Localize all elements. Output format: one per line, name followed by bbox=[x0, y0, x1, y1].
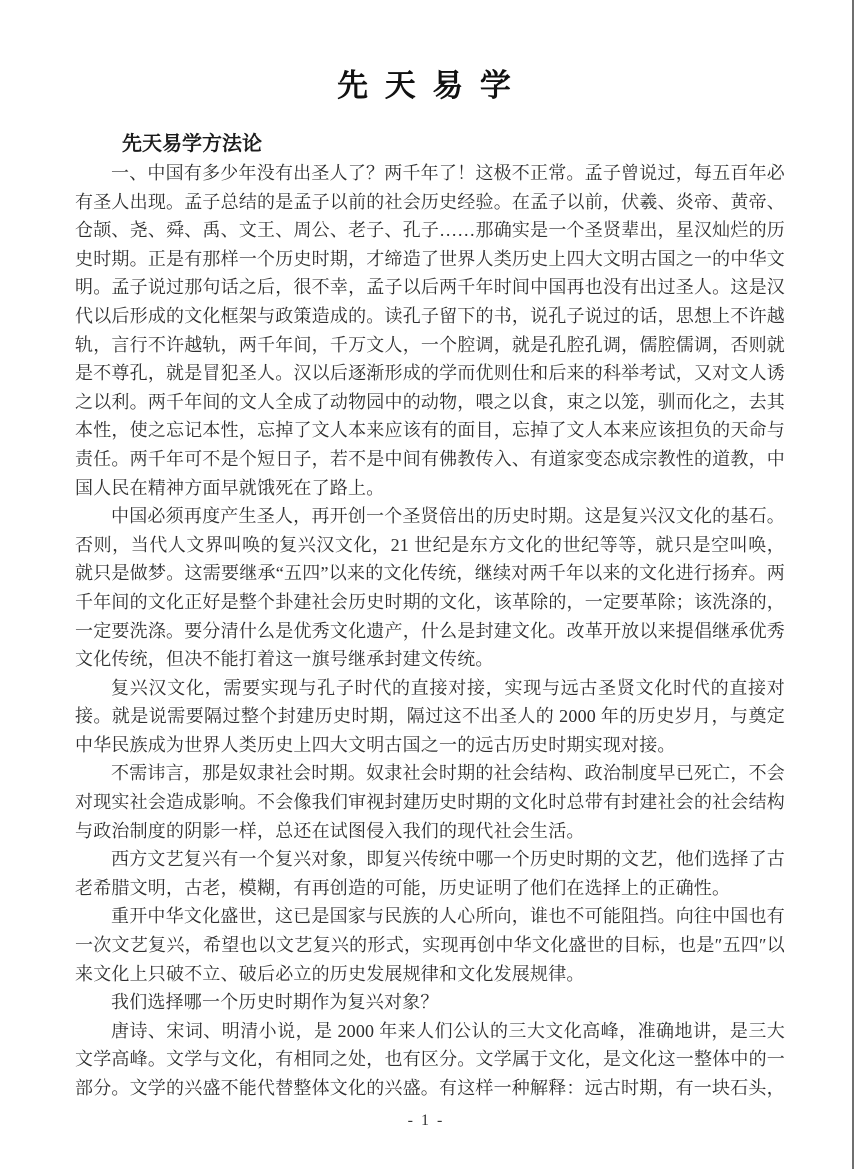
paragraph-8: 唐诗、宋词、明清小说，是 2000 年来人们公认的三大文化高峰，准确地讲，是三大文学高峰。文学与文化，有相同之处，也有区分。文学属于文化，是文化这一整体中的一部分。文学的兴盛不能代替整体文化的兴盛。有这样一种解释：远古时期，有一块石头， bbox=[75, 1020, 785, 1098]
body-text bbox=[75, 159, 785, 1103]
document-content bbox=[75, 130, 785, 1103]
paragraph-2: 中国必须再度产生圣人，再开创一个圣贤倍出的历史时期。这是复兴汉文化的基石。否则，当代人文界叫唤的复兴汉文化，21 世纪是东方文化的世纪等等，就只是空叫唤，就只是做梦。这需要继承“五四”以来的文化传统，继续对两千年以来的文化进行扬弃。两千年间的文化正好是整个卦建社会历史时期的文化，该革除的，一定要革除；该洗涤的，一定要洗涤。要分清什么是优秀文化遗产，什么是封建文化。改革开放以来提倡继承优秀文化传统，但决不能打着这一旗号继承封建文传统。 bbox=[75, 506, 785, 670]
paragraph-6: 重开中华文化盛世，这已是国家与民族的人心所向，谁也不可能阻挡。向往中国也有一次文艺复兴，希望也以文艺复兴的形式，实现再创中华文化盛世的目标，也是″五四″以来文化上只破不立、破后必立的历史发展规律和文化发展规律。 bbox=[75, 906, 785, 984]
page-title: 先 天 易 学 bbox=[337, 68, 515, 103]
page-number: - 1 - bbox=[407, 1112, 445, 1129]
paragraph-5: 西方文艺复兴有一个复兴对象，即复兴传统中哪一个历史时期的文艺，他们选择了古老希腊文明，古老，模糊，有再创造的可能，历史证明了他们在选择上的正确性。 bbox=[75, 849, 785, 898]
paragraph-1: 一、中国有多少年没有出圣人了？两千年了！这极不正常。孟子曾说过，每五百年必有圣人出现。孟子总结的是孟子以前的社会历史经验。在孟子以前，伏羲、炎帝、黄帝、仓颉、尧、舜、禹、文王、周公、老子、孔子……那确实是一个圣贤辈出，星汉灿烂的历史时期。正是有那样一个历史时期，才缔造了世界人类历史上四大文明古国之一的中华文明。孟子说过那句话之后，很不幸，孟子以后两千年时间中国再也没有出过圣人。这是汉代以后形成的文化框架与政策造成的。读孔子留下的书，说孔子说过的话，思想上不许越轨，言行不许越轨，两千年间，千万文人，一个腔调，就是孔腔孔调，儒腔儒调，否则就是不尊孔，就是冒犯圣人。汉以后逐渐形成的学而优则仕和后来的科举考试，又对文人诱之以利。两千年间的文人全成了动物园中的动物，喂之以食，束之以笼，驯而化之，去其本性，使之忘记本性，忘掉了文人本来应该有的面目，忘掉了文人本来应该担负的天命与责任。两千年可不是个短日子，若不是中间有佛教传入、有道家变态成宗教性的道教，中国人民在精神方面早就饿死在了路上。 bbox=[75, 163, 785, 498]
paragraph-4: 不需讳言，那是奴隶社会时期。奴隶社会时期的社会结构、政治制度早已死亡，不会对现实社会造成影响。不会像我们审视封建历史时期的文化时总带有封建社会的社会结构与政治制度的阴影一样，总还在试图侵入我们的现代社会生活。 bbox=[75, 763, 785, 841]
section-heading: 先天易学方法论 bbox=[122, 133, 262, 155]
paragraph-3: 复兴汉文化，需要实现与孔子时代的直接对接，实现与远古圣贤文化时代的直接对接。就是说需要隔过整个封建历史时期，隔过这不出圣人的 2000 年的历史岁月，与奠定中华民族成为世界人类历史上四大文明古国之一的远古历史时期实现对接。 bbox=[75, 677, 785, 755]
paragraph-7: 我们选择哪一个历史时期作为复兴对象？ bbox=[111, 992, 439, 1013]
